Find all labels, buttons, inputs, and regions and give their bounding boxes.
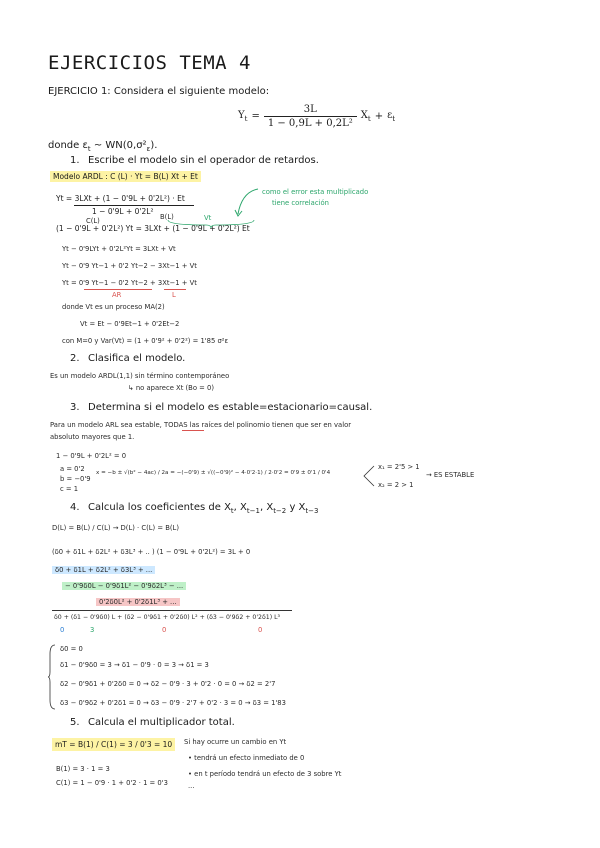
ar-underline <box>84 289 152 290</box>
question-4: 4. Calcula los coeficientes de $X_t$, $X_{t-1}$, $X_{t-2}$ y $X_{t-3}$ <box>70 502 319 515</box>
system-eq-1: δ0 = 0 <box>60 645 83 653</box>
roots-bracket <box>360 464 376 488</box>
root-2: x₂ = 2 > 1 <box>378 481 414 489</box>
system-eq-2: δ1 − 0'9δ0 = 3 → δ1 − 0'9 · 0 = 3 → δ1 = 3 <box>60 661 209 669</box>
note4-product: (δ0 + δ1L + δ2L² + δ3L³ + .. ) (1 − 0'9L + 0'2L²) = 3L + 0 <box>52 548 251 556</box>
exercise-heading: EJERCICIO 1: Considera el siguiente modelo: <box>48 86 270 97</box>
note2-line1: Es un modelo ARDL(1,1) sin término contemporáneo <box>50 372 230 380</box>
note5-b1: B(1) = 3 · 1 = 3 <box>56 765 110 773</box>
coef-zero-0: 0 <box>60 626 65 634</box>
label-cl: C(L) <box>86 217 100 225</box>
note2-line2: ↳ no aparece Xt (Bo = 0) <box>128 384 214 392</box>
coef-zero-3: 0 <box>258 626 263 634</box>
formula-fraction: $\frac{3L}{\text{1 − 0,9L + 0,2L²}}$ <box>264 104 357 129</box>
note3-c: c = 1 <box>60 485 79 493</box>
stable-conclusion: → ES ESTABLE <box>426 471 475 479</box>
green-note-2: tiene correlación <box>272 199 329 207</box>
l-underline <box>164 289 186 290</box>
question-1: 1. Escribe el modelo sin el operador de retardos. <box>70 155 319 166</box>
note3-b: b = −0'9 <box>60 475 91 483</box>
label-ar: AR <box>112 291 122 299</box>
note5-line4: ... <box>188 782 195 790</box>
note4-dl: D(L) = B(L) / C(L) → D(L) · C(L) = B(L) <box>52 524 179 532</box>
note1-line6: donde Vt es un proceso MA(2) <box>62 303 165 311</box>
note3-quadratic: x = −b ± √(b² − 4ac) / 2a = −(−0'9) ± √((−0'9)² − 4·0'2·1) / 2·0'2 = 0'9 ± 0'1 / 0'4 <box>96 470 331 476</box>
note3-a: a = 0'2 <box>60 465 85 473</box>
note1-line7: Vt = Et − 0'9Et−1 + 0'2Et−2 <box>80 320 180 328</box>
note3-line2: absoluto mayores que 1. <box>50 433 135 441</box>
note5-line1: Si hay ocurre un cambio en Yt <box>184 738 287 746</box>
label-bl: B(L) <box>160 213 174 221</box>
eq1-fraction-bar <box>74 205 194 206</box>
system-eq-4: δ3 − 0'9δ2 + 0'2δ1 = 0 → δ3 − 0'9 · 2'7 + 0'2 · 3 = 0 → δ3 = 1'83 <box>60 699 286 707</box>
note1-line3: Yt − 0'9LYt + 0'2L²Yt = 3LXt + Vt <box>62 245 176 253</box>
todas-underline <box>182 430 204 431</box>
eq2: (1 − 0'9L + 0'2L²) Yt = 3LXt + (1 − 0'9L + 0'2L²) Et <box>56 224 250 233</box>
root-1: x₁ = 2'5 > 1 <box>378 463 420 471</box>
total-multiplier: mT = B(1) / C(1) = 3 / 0'3 = 10 <box>52 738 175 751</box>
label-vt: Vt <box>204 214 212 222</box>
note1-line8: con M=0 y Var(Vt) = (1 + 0'9² + 0'2²) = 1'85 σ²ε <box>62 337 229 345</box>
note5-line3: • en t período tendrá un efecto de 3 sobre Yt <box>188 770 342 778</box>
note3-line1: Para un modelo ARL sea estable, TODAS las raíces del polinomio tienen que ser en valor <box>50 421 352 429</box>
eq1-denominator: 1 − 0'9L + 0'2L² <box>92 207 154 216</box>
green-note-1: como el error esta multiplicado <box>262 188 369 196</box>
question-3: 3. Determina si el modelo es estable=estacionario=causal. <box>70 402 373 413</box>
eq1-numerator: Yt = 3LXt + (1 − 0'9L + 0'2L²) · Et <box>56 194 185 203</box>
note1-line5: Yt = 0'9 Yt−1 − 0'2 Yt−2 + 3Xt−1 + Vt <box>62 279 197 287</box>
noise-definition: donde $\varepsilon_t$ ~ $WN(0,\sigma^2_\varepsilon)$. <box>48 140 158 153</box>
system-brace <box>48 644 56 710</box>
note4-row1: δ0 + δ1L + δ2L² + δ3L³ + ... <box>52 566 155 574</box>
question-2: 2. Clasifica el modelo. <box>70 353 186 364</box>
model-label: Modelo ARDL : C (L) · Yt = B(L) Xt + Et <box>50 171 201 182</box>
coef-zero-2: 0 <box>162 626 167 634</box>
note5-line2: • tendrá un efecto inmediato de 0 <box>188 754 305 762</box>
note4-sum: δ0 + (δ1 − 0'9δ0) L + (δ2 − 0'9δ1 + 0'2δ0) L² + (δ3 − 0'9δ2 + 0'2δ1) L³ <box>54 614 281 621</box>
page-title: EJERCICIOS TEMA 4 <box>48 52 251 74</box>
system-eq-3: δ2 − 0'9δ1 + 0'2δ0 = 0 → δ2 − 0'9 · 3 + 0'2 · 0 = 0 → δ2 = 2'7 <box>60 680 276 688</box>
coef-three: 3 <box>90 626 95 634</box>
note4-row2: − 0'9δ0L − 0'9δ1L² − 0'9δ2L³ − ... <box>62 582 186 590</box>
question-5: 5. Calcula el multiplicador total. <box>70 717 235 728</box>
model-formula: $Y_t$ = $\frac{3L}{\text{1 − 0,9L + 0,2L²}}$ $X_t$ + $\varepsilon_t$ <box>238 104 396 129</box>
label-l: L <box>172 291 176 299</box>
note3-poly: 1 − 0'9L + 0'2L² = 0 <box>56 452 127 460</box>
note5-c1: C(1) = 1 − 0'9 · 1 + 0'2 · 1 = 0'3 <box>56 779 168 787</box>
green-arrow <box>232 186 262 220</box>
note1-line4: Yt − 0'9 Yt−1 + 0'2 Yt−2 − 3Xt−1 + Vt <box>62 262 197 270</box>
note4-row3: 0'2δ0L² + 0'2δ1L³ + ... <box>96 598 180 606</box>
sum-rule <box>52 610 292 611</box>
